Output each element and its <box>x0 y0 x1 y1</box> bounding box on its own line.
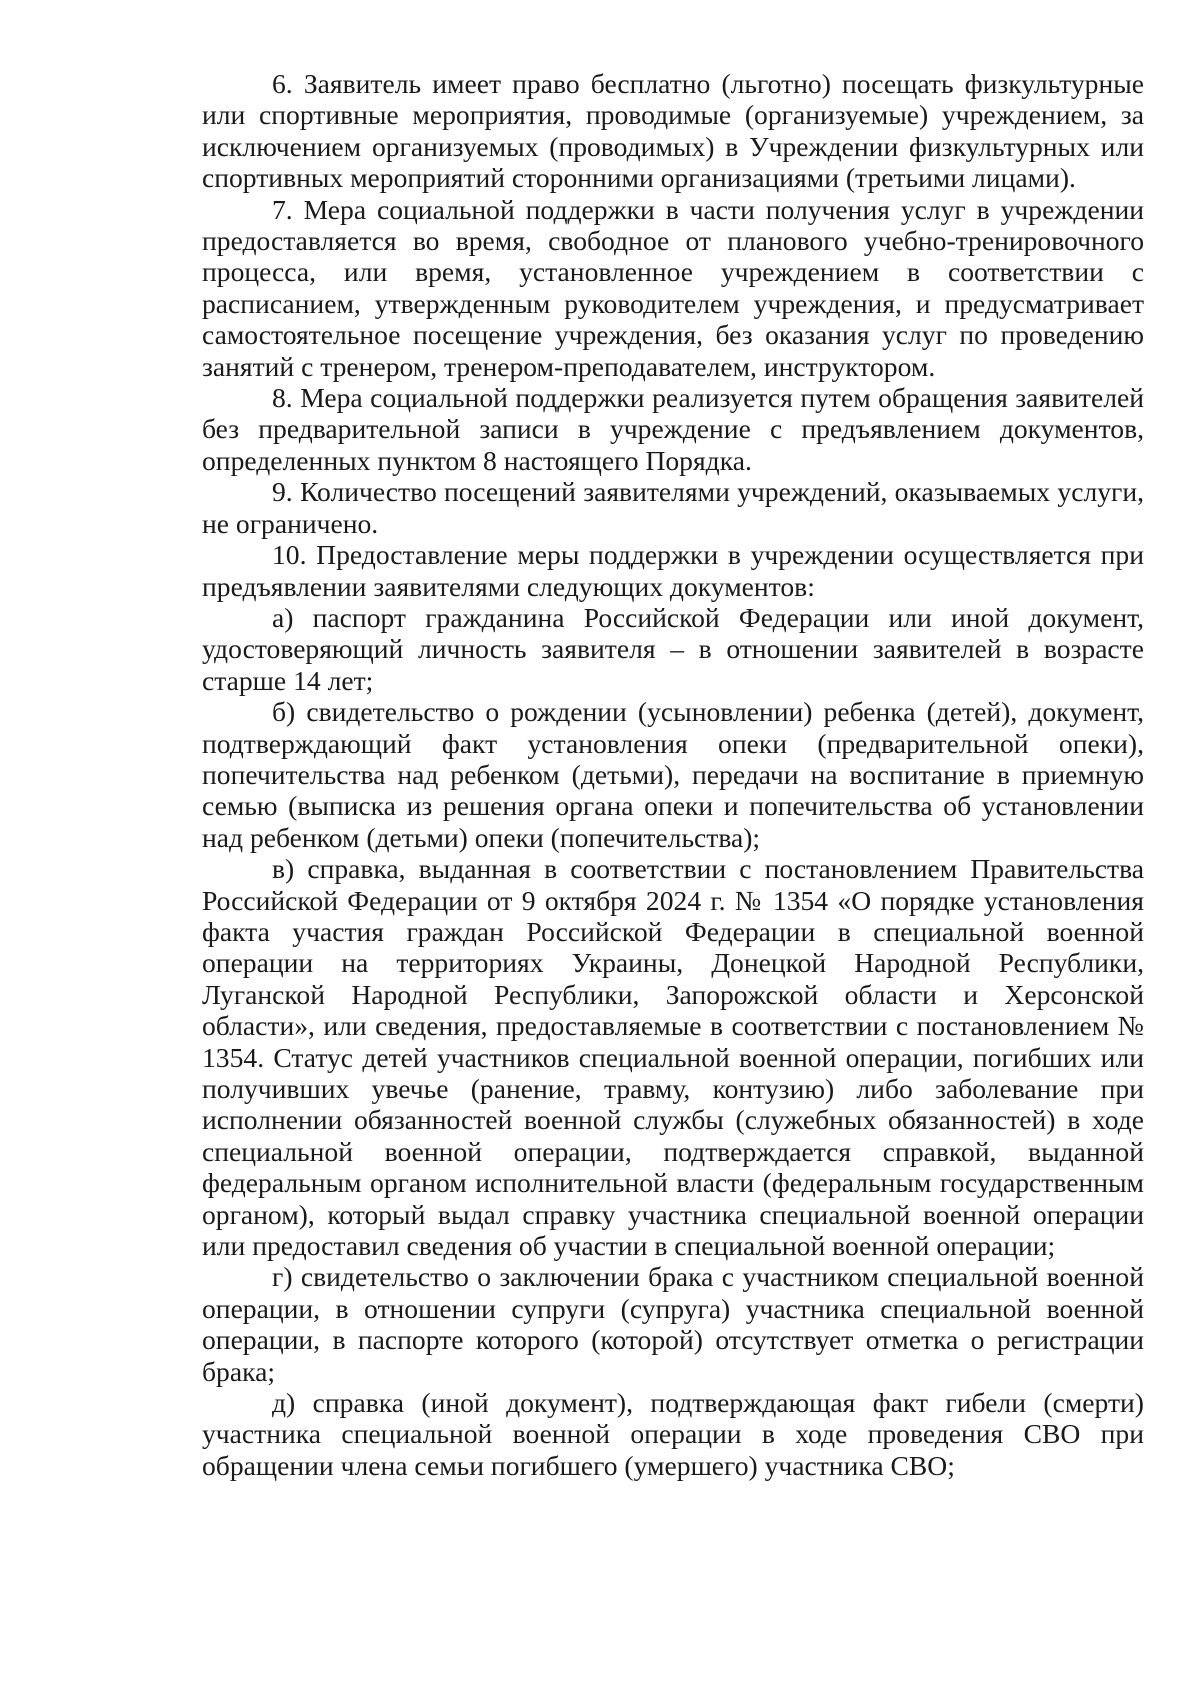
paragraph-subitem-g: г) свидетельство о заключении брака с участником специальной военной операции, в отношении супруги (супруга) участника специальной военной операции, в паспорте которого (которой) отсутствует отметка о регистрации брака; <box>202 1261 1144 1387</box>
paragraph-item-8: 8. Мера социальной поддержки реализуется путем обращения заявителей без предварительной записи в учреждение с предъявлением документов, определенных пунктом 8 настоящего Порядка. <box>202 382 1144 476</box>
paragraph-subitem-b: б) свидетельство о рождении (усыновлении) ребенка (детей), документ, подтверждающий факт установления опеки (предварительной опеки), попечительства над ребенком (детьми), передачи на воспитание в приемную семью (выписка из решения органа опеки и попечительства об установлении над ребенком (детьми) опеки (попечительства); <box>202 696 1144 853</box>
paragraph-subitem-a: а) паспорт гражданина Российской Федерации или иной документ, удостоверяющий личность заявителя – в отношении заявителей в возрасте старше 14 лет; <box>202 601 1144 696</box>
paragraph-item-6: 6. Заявитель имеет право бесплатно (льготно) посещать физкультурные или спортивные мероприятия, проводимые (организуемые) учреждением, за исключением организуемых (проводимых) в Учреждении физкультурных или спортивных мероприятий сторонними организациями (третьими лицами). <box>202 68 1144 194</box>
paragraph-subitem-v: в) справка, выданная в соответствии с постановлением Правительства Российской Федерации от 9 октября 2024 г. № 1354 «О порядке установления факта участия граждан Российской Федерации в специальной военной операции на территориях Украины, Донецкой Народной Республики, Луганской Народной Республики, Запорожской области и Херсонской области», или сведения, предоставляемые в соответствии с постановлением № 1354. Статус детей участников специальной военной операции, погибших или получивших увечье (ранение, травму, контузию) либо заболевание при исполнении обязанностей военной службы (служебных обязанностей) в ходе специальной военной операции, подтверждается справкой, выданной федеральным органом исполнительной власти (федеральным государственным органом), который выдал справку участника специальной военной операции или предоставил сведения об участии в специальной военной операции; <box>202 853 1144 1262</box>
paragraph-item-9: 9. Количество посещений заявителями учреждений, оказываемых услуги, не ограничено. <box>202 476 1144 539</box>
paragraph-subitem-d: д) справка (иной документ), подтверждающая факт гибели (смерти) участника специальной военной операции в ходе проведения СВО при обращении члена семьи погибшего (умершего) участника СВО; <box>202 1387 1144 1481</box>
document-page <box>202 62 1144 1481</box>
paragraph-item-7: 7. Мера социальной поддержки в части получения услуг в учреждении предоставляется во время, свободное от планового учебно-тренировочного процесса, или время, установленное учреждением в соответствии с расписанием, утвержденным руководителем учреждения, и предусматривает самостоятельное посещение учреждения, без оказания услуг по проведению занятий с тренером, тренером-преподавателем, инструктором. <box>202 193 1144 382</box>
paragraph-item-10: 10. Предоставление меры поддержки в учреждении осуществляется при предъявлении заявителями следующих документов: <box>202 539 1144 602</box>
